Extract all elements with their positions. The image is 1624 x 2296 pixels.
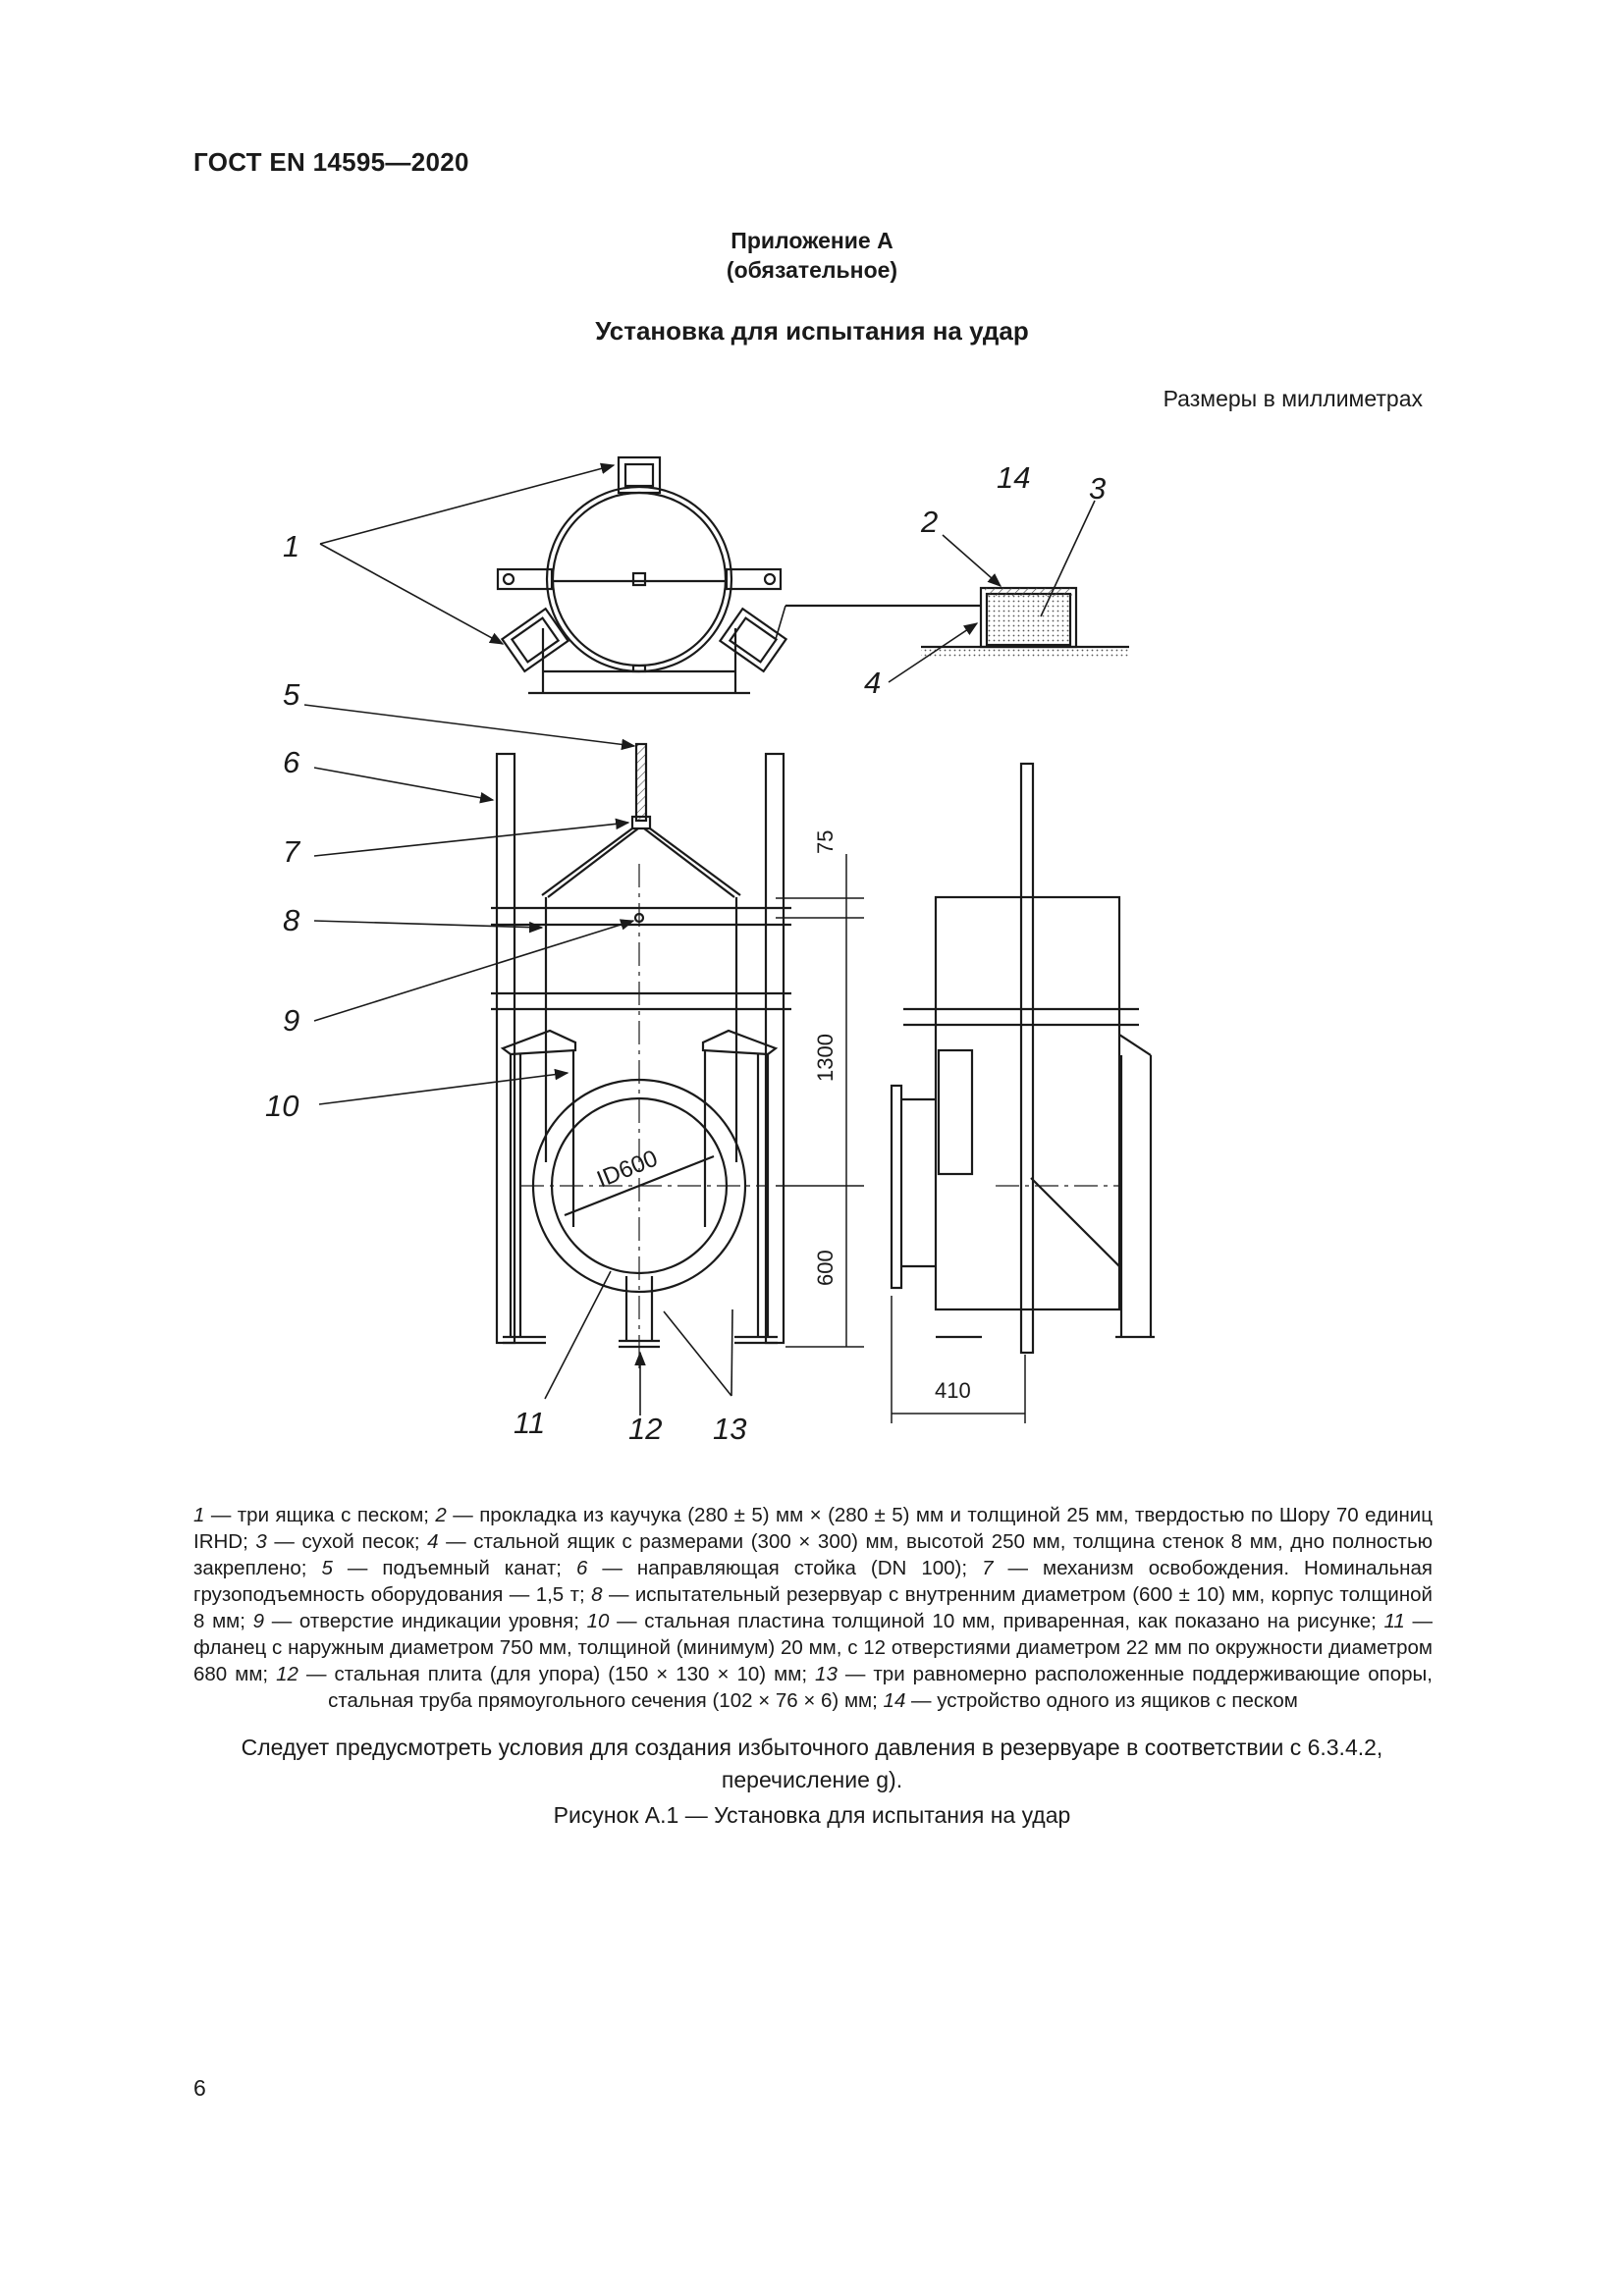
legend-item-text: — испытательный резервуар с внутренним диаметром (600 ± 10) мм, корпус толщиной 8 мм; bbox=[193, 1583, 1433, 1632]
legend-item-text: — фланец с наружным диаметром 750 мм, толщиной (минимум) 20 мм, с 12 отверстиями диаметром 22 мм по окружности диаметром 680 мм; bbox=[193, 1610, 1433, 1685]
legend-item-text: — три ящика с песком; bbox=[204, 1504, 436, 1526]
callout-12: 12 bbox=[628, 1412, 663, 1446]
legend-item bbox=[576, 1557, 982, 1579]
legend-item-number: 10 bbox=[586, 1610, 610, 1632]
callout-14: 14 bbox=[997, 460, 1031, 495]
legend-item-text: — стальная пластина толщиной 10 мм, приваренная, как показано на рисунке; bbox=[609, 1610, 1384, 1632]
callout-10: 10 bbox=[265, 1089, 299, 1123]
callout-6: 6 bbox=[283, 745, 300, 779]
legend-item-text: — устройство одного из ящиков с песком bbox=[905, 1689, 1298, 1712]
callout-1: 1 bbox=[283, 529, 300, 563]
legend-item-number: 12 bbox=[276, 1663, 298, 1685]
dimension-1300: 1300 bbox=[813, 1034, 838, 1082]
callout-2: 2 bbox=[921, 505, 939, 539]
callout-5: 5 bbox=[283, 677, 300, 712]
legend-item-number: 11 bbox=[1383, 1610, 1405, 1632]
legend-item-number: 4 bbox=[427, 1530, 439, 1553]
legend-item bbox=[276, 1663, 815, 1685]
callout-11: 11 bbox=[514, 1406, 546, 1440]
dimension-410: 410 bbox=[935, 1378, 971, 1403]
legend-item-number: 6 bbox=[575, 1557, 588, 1579]
legend-item-text: — стальная плита (для упора) (150 × 130 × 10) мм; bbox=[298, 1663, 816, 1685]
dimensions-note: Размеры в миллиметрах bbox=[1163, 386, 1423, 411]
annex-status: (обязательное) bbox=[726, 257, 898, 283]
legend-item-number: 7 bbox=[982, 1557, 994, 1579]
legend-item-text: — направляющая стойка (DN 100); bbox=[587, 1557, 983, 1579]
standard-header: ГОСТ EN 14595—2020 bbox=[193, 147, 469, 177]
legend-item-text: — стальной ящик с размерами (300 × 300) мм, высотой 250 мм, толщина стенок 8 мм, дно полностью закреплено; bbox=[193, 1530, 1433, 1579]
callout-13: 13 bbox=[713, 1412, 747, 1446]
legend-item-number: 1 bbox=[193, 1504, 205, 1526]
legend-item-text: — три равномерно расположенные поддерживающие опоры, стальная труба прямоугольного сечения (102 × 76 × 6) мм; bbox=[328, 1663, 1433, 1712]
side-elevation bbox=[892, 764, 1155, 1353]
figure-note: Следует предусмотреть условия для создания избыточного давления в резервуаре в соответствии с 6.3.4.2, перечисление g). bbox=[241, 1735, 1383, 1792]
front-elevation bbox=[491, 744, 791, 1374]
legend-item-number: 2 bbox=[435, 1504, 447, 1526]
legend-item bbox=[253, 1610, 587, 1632]
callout-9: 9 bbox=[283, 1003, 300, 1038]
legend-item-text: — механизм освобождения. Номинальная грузоподъемность оборудования — 1,5 т; bbox=[193, 1557, 1433, 1606]
page-number: 6 bbox=[193, 2075, 206, 2101]
legend-item bbox=[255, 1530, 427, 1553]
annex-title: Приложение А bbox=[731, 228, 893, 253]
legend-item-number: 14 bbox=[883, 1689, 906, 1712]
legend-item bbox=[884, 1689, 1298, 1712]
callout-3: 3 bbox=[1089, 471, 1107, 506]
legend-item-number: 9 bbox=[252, 1610, 265, 1632]
plan-view bbox=[498, 457, 786, 693]
dimension-600: 600 bbox=[813, 1250, 838, 1286]
dimension-75: 75 bbox=[813, 829, 838, 854]
legend-item bbox=[193, 1504, 435, 1526]
callout-7: 7 bbox=[283, 834, 300, 869]
callout-8: 8 bbox=[283, 903, 300, 937]
section-title: Установка для испытания на удар bbox=[595, 316, 1029, 346]
callout-4: 4 bbox=[864, 666, 882, 700]
legend-item-number: 13 bbox=[815, 1663, 838, 1685]
sand-box-detail bbox=[785, 588, 1129, 657]
legend-item bbox=[587, 1610, 1384, 1632]
legend-item bbox=[321, 1557, 576, 1579]
dimension-id600: ID600 bbox=[593, 1145, 662, 1194]
figure-caption: Рисунок А.1 — Установка для испытания на удар bbox=[553, 1802, 1071, 1828]
legend-item-text: — отверстие индикации уровня; bbox=[264, 1610, 587, 1632]
legend-item-text: — сухой песок; bbox=[266, 1530, 428, 1553]
legend-item-number: 8 bbox=[591, 1583, 603, 1606]
figure-legend bbox=[193, 1502, 1433, 1714]
legend-item-text: — подъемный канат; bbox=[332, 1557, 576, 1579]
legend-item-number: 5 bbox=[321, 1557, 333, 1579]
legend-item-text: — прокладка из каучука (280 ± 5) мм × (280 ± 5) мм и толщиной 25 мм, твердостью по Шору 70 единиц IRHD; bbox=[193, 1504, 1433, 1553]
legend-item-number: 3 bbox=[255, 1530, 267, 1553]
